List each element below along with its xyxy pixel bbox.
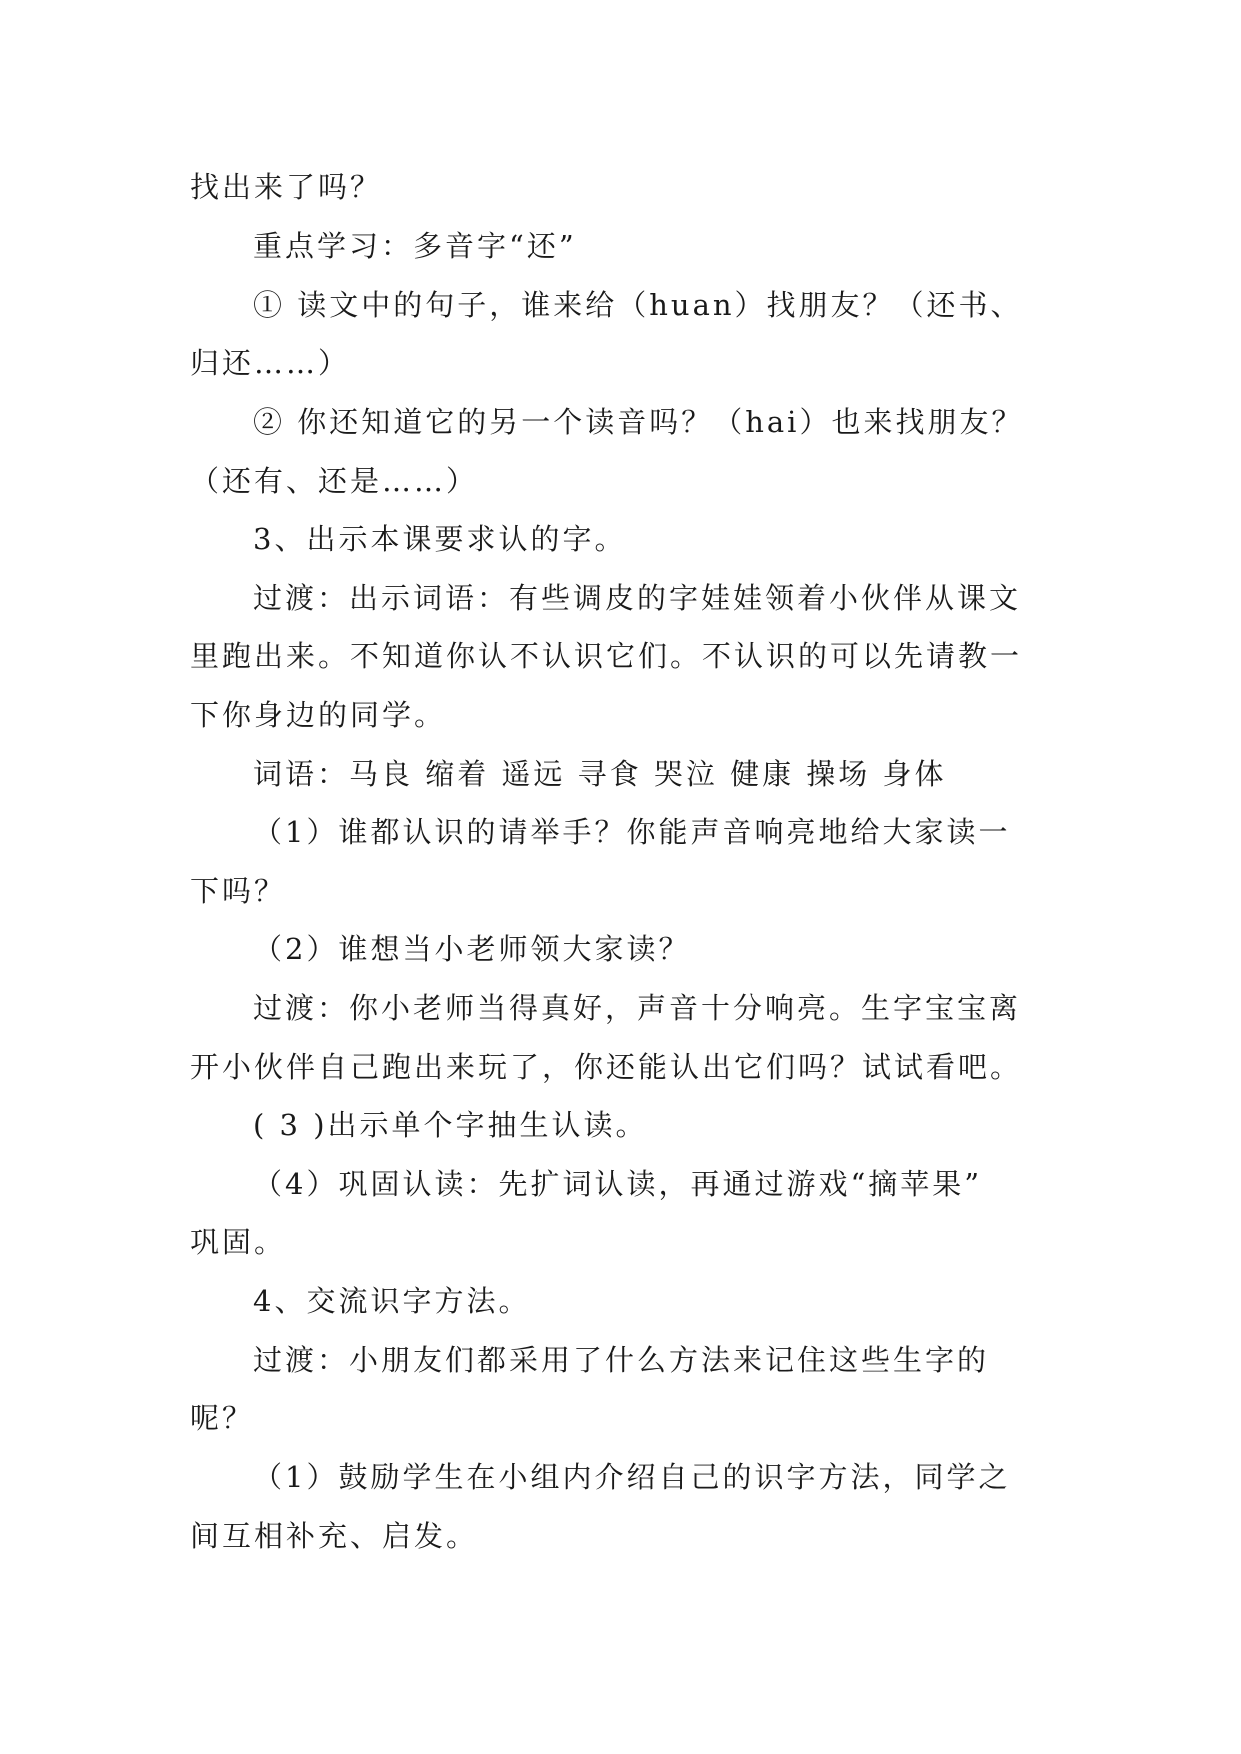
text-line: 词语：马良 缩着 遥远 寻食 哭泣 健康 操场 身体	[253, 757, 947, 791]
text-line: （1）谁都认识的请举手？你能声音响亮地给大家读一	[253, 815, 1011, 849]
text-line: 巩固。	[190, 1225, 287, 1259]
text-line: 下你身边的同学。	[190, 698, 447, 732]
text-line: 重点学习：多音字“还”	[253, 229, 577, 263]
text-line: （还有、还是……）	[190, 464, 479, 498]
text-line: 里跑出来。不知道你认不认识它们。不认识的可以先请教一	[190, 639, 1023, 673]
text-line: ( 3 )出示单个字抽生认读。	[253, 1108, 648, 1142]
text-line: 归还……）	[190, 346, 351, 380]
text-line: （2）谁想当小老师领大家读？	[253, 932, 691, 966]
text-line: 过渡：你小老师当得真好，声音十分响亮。生字宝宝离	[253, 991, 1022, 1025]
text-line: 找出来了吗？	[190, 170, 383, 204]
text-line: 4、交流识字方法。	[253, 1284, 531, 1318]
text-line: （4）巩固认读：先扩词认读，再通过游戏“摘苹果”	[253, 1167, 983, 1201]
text-line: 下吗？	[190, 874, 287, 908]
text-line: （1）鼓励学生在小组内介绍自己的识字方法，同学之	[253, 1460, 1011, 1494]
text-line: 过渡：小朋友们都采用了什么方法来记住这些生字的	[253, 1343, 990, 1377]
text-line: 过渡：出示词语：有些调皮的字娃娃领着小伙伴从课文	[253, 581, 1022, 615]
text-line: 3、出示本课要求认的字。	[253, 522, 627, 556]
text-line: 间互相补充、启发。	[190, 1519, 479, 1553]
text-line: ② 你还知道它的另一个读音吗？（hai）也来找朋友？	[253, 405, 1024, 439]
text-line: ① 读文中的句子，谁来给（huan）找朋友？（还书、	[253, 288, 1023, 322]
text-line: 开小伙伴自己跑出来玩了，你还能认出它们吗？试试看吧。	[190, 1050, 1023, 1084]
text-line: 呢？	[190, 1401, 255, 1435]
